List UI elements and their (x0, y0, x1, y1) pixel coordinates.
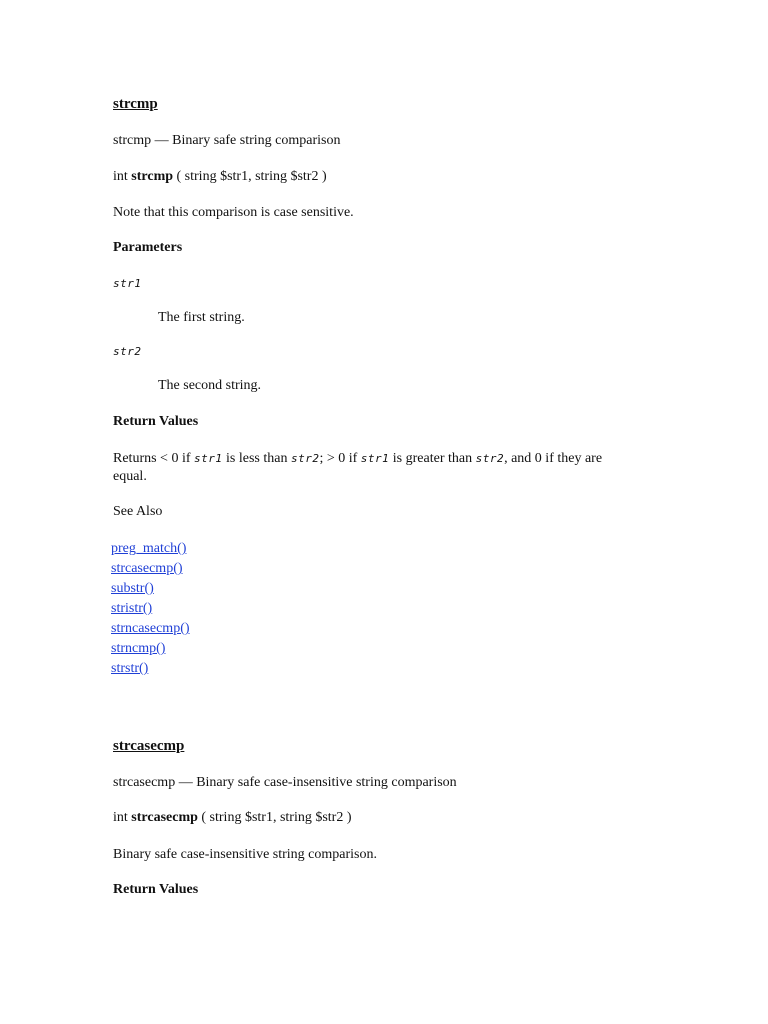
function-title: strcmp (113, 96, 158, 112)
return-text-code: str1 (194, 452, 223, 465)
return-text-code: str2 (290, 452, 320, 465)
return-text-code: str1 (360, 452, 390, 465)
return-text-part: is greater than (389, 451, 476, 466)
function-signature (113, 169, 327, 185)
function-summary: strcasecmp — Binary safe case-insensitive string comparison (113, 775, 457, 790)
see-also-link-strncmp[interactable]: strncmp() (111, 641, 166, 656)
see-also-link-substr[interactable]: substr() (111, 581, 154, 596)
function-summary: strcmp — Binary safe string comparison (113, 133, 341, 148)
signature-function-name: strcmp (131, 169, 174, 184)
function-signature (113, 810, 352, 826)
return-text-part: , and 0 if they are (504, 451, 603, 466)
parameter-description: The first string. (158, 310, 245, 325)
parameter-description: The second string. (158, 378, 262, 393)
parameter-name: str2 (113, 345, 142, 358)
see-also-links (111, 541, 190, 681)
return-values-text-continued: equal. (113, 469, 147, 484)
return-text-part: Returns < 0 if (113, 451, 194, 466)
see-also-link-strncasecmp[interactable]: strncasecmp() (111, 621, 190, 636)
return-values-heading: Return Values (113, 414, 199, 429)
parameter-name: str1 (113, 277, 142, 290)
see-also-link-preg-match[interactable]: preg_match() (111, 541, 187, 556)
see-also-heading: See Also (113, 504, 163, 519)
see-also-link-stristr[interactable]: stristr() (111, 601, 153, 616)
signature-params: ( string $str1, string $str2 ) (201, 810, 352, 825)
function-note: Note that this comparison is case sensitive. (113, 205, 354, 220)
return-text-part: is less than (222, 451, 291, 466)
see-also-link-strstr[interactable]: strstr() (111, 661, 149, 676)
return-text-code: str2 (475, 452, 505, 465)
signature-params: ( string $str1, string $str2 ) (176, 169, 327, 184)
return-values-text (113, 451, 602, 467)
parameters-heading: Parameters (113, 240, 183, 255)
function-description: Binary safe case-insensitive string comparison. (113, 847, 377, 862)
signature-return-type: int (113, 169, 128, 184)
function-title: strcasecmp (113, 738, 185, 754)
return-text-part: ; > 0 if (319, 451, 361, 466)
see-also-link-strcasecmp[interactable]: strcasecmp() (111, 561, 183, 576)
return-values-heading: Return Values (113, 882, 199, 897)
signature-return-type: int (113, 810, 128, 825)
signature-function-name: strcasecmp (131, 810, 198, 825)
